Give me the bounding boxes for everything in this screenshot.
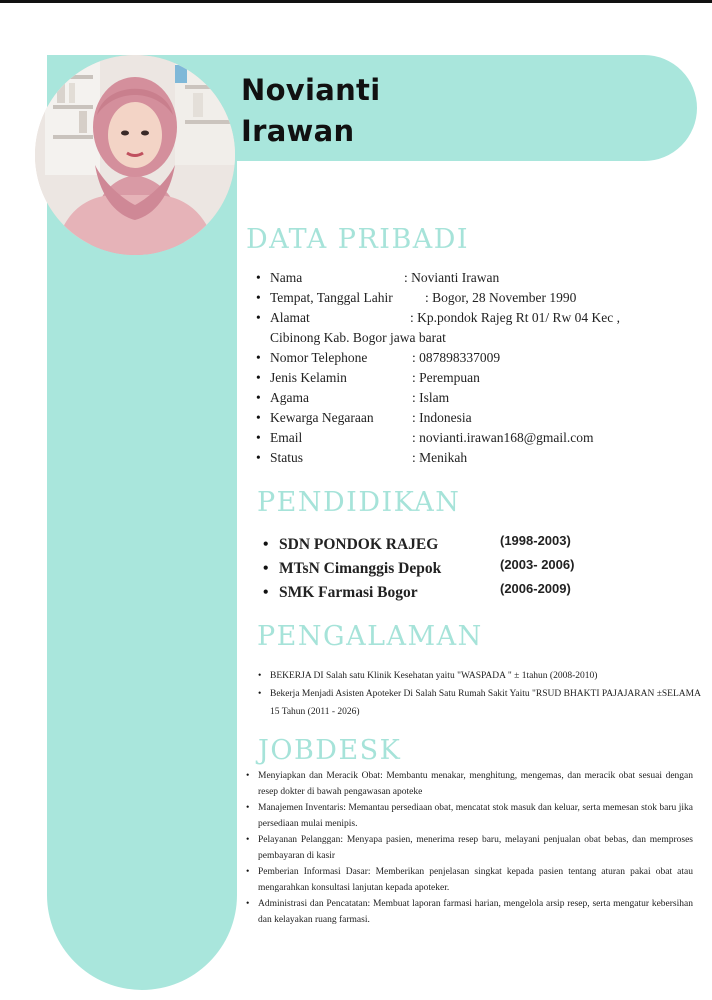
field-label: Nama (270, 270, 303, 285)
last-name: Irawan (241, 114, 355, 148)
personal-data-list (270, 268, 620, 468)
school-name: SDN PONDOK RAJEG (279, 536, 439, 553)
school-name: MTsN Cimanggis Depok (279, 560, 442, 577)
jobdesk-list (258, 768, 693, 928)
list-item (270, 428, 594, 448)
education-list (279, 533, 599, 605)
profile-photo (35, 55, 235, 255)
list-item (270, 288, 577, 308)
full-name (241, 70, 380, 152)
list-item: • Administrasi dan Pencatatan: Membuat laporan farmasi harian, mengelola arsip resep, serta mengatur kebersihan dan kelayakan ruang farmasi. (258, 896, 693, 928)
field-value: : Indonesia (412, 410, 472, 425)
section-title-experience: PENGALAMAN (257, 621, 483, 652)
list-item (270, 308, 620, 348)
school-years: (1998-2003) (500, 533, 571, 548)
list-item (279, 581, 599, 605)
field-label: Status (270, 450, 304, 465)
field-label: Nomor Telephone (270, 350, 368, 365)
field-value: : Bogor, 28 November 1990 (425, 290, 577, 305)
field-value: : Menikah (412, 450, 468, 465)
top-border (0, 0, 712, 3)
first-name: Novianti (241, 73, 381, 107)
field-value: : 087898337009 (412, 350, 501, 365)
list-item (270, 348, 501, 368)
field-value: : Islam (412, 390, 450, 405)
list-item (270, 408, 472, 428)
school-years: (2003- 2006) (500, 557, 575, 572)
list-item: • Pelayanan Pelanggan: Menyapa pasien, menerima resep baru, melayani penjualan obat bebas, dan memproses pembayaran di kasir (258, 832, 693, 864)
section-title-personal: DATA PRIBADI (246, 224, 470, 255)
list-item: • Pemberian Informasi Dasar: Memberikan penjelasan singkat kepada pasien tentang aturan pakai obat atau mengarahkan konsultasi lanjutan kepada apoteker. (258, 864, 693, 896)
field-label: Jenis Kelamin (270, 370, 347, 385)
field-value: : Perempuan (412, 370, 480, 385)
profile-photo-illustration (35, 55, 235, 255)
list-item (270, 388, 450, 408)
list-item: • Menyiapkan dan Meracik Obat: Membantu menakar, menghitung, mengemas, dan meracik obat sesuai dengan resep dokter di bawah pengawasan apoteke (258, 768, 693, 800)
field-label: Kewarga Negaraan (270, 410, 374, 425)
section-title-jobdesk: JOBDESK (258, 735, 402, 766)
list-item (270, 368, 480, 388)
field-label: Agama (270, 390, 309, 405)
list-item: • Manajemen Inventaris: Memantau persediaan obat, mencatat stok masuk dan keluar, serta memesan stok baru jika persediaan mulai menipis. (258, 800, 693, 832)
section-title-education: PENDIDIKAN (257, 487, 461, 518)
school-years: (2006-2009) (500, 581, 571, 596)
panel-corner (237, 161, 289, 213)
list-item: • Bekerja Menjadi Asisten Apoteker Di Salah Satu Rumah Sakit Yaitu "RSUD BHAKTI PAJAJARAN ±SELAMA 15 Tahun (2011 - 2026) (270, 685, 705, 721)
list-item: • BEKERJA DI Salah satu Klinik Kesehatan yaitu "WASPADA " ± 1tahun (2008-2010) (270, 667, 705, 685)
field-value: : Novianti Irawan (404, 270, 500, 285)
field-value: : novianti.irawan168@gmail.com (412, 430, 594, 445)
field-value: : Kp.pondok Rajeg Rt 01/ Rw 04 Kec , Cibinong Kab. Bogor jawa barat (270, 310, 620, 345)
field-label: Email (270, 430, 303, 445)
list-item (270, 268, 500, 288)
school-name: SMK Farmasi Bogor (279, 584, 418, 601)
field-label: Alamat (270, 310, 310, 325)
list-item (270, 448, 468, 468)
field-label: Tempat, Tanggal Lahir (270, 290, 393, 305)
experience-list (270, 667, 705, 721)
